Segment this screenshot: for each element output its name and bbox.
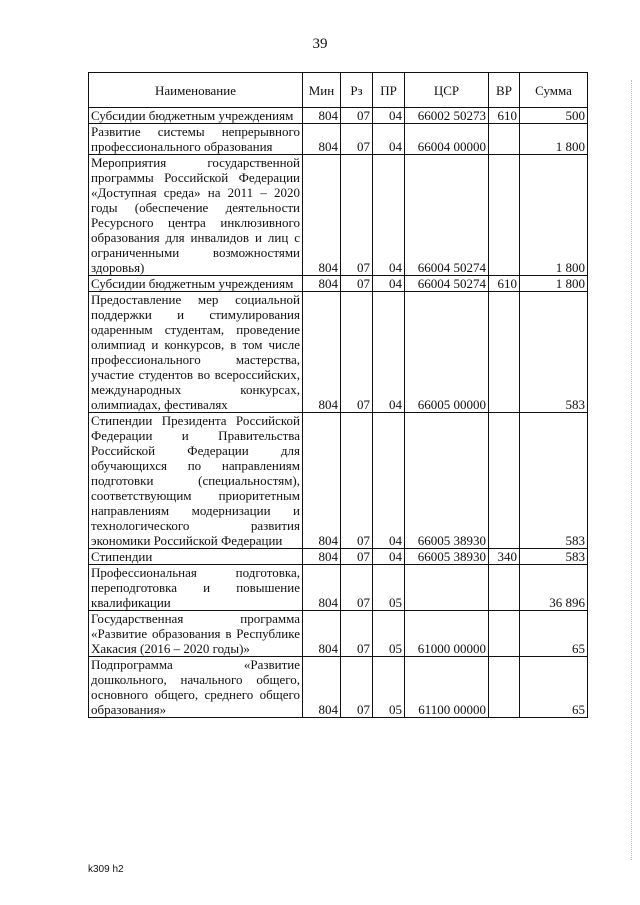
- row-rz: 07: [341, 108, 373, 124]
- row-csr: 66004 50274: [405, 276, 489, 292]
- row-pr: 04: [373, 108, 405, 124]
- row-min: 804: [303, 611, 341, 657]
- row-pr: 04: [373, 276, 405, 292]
- header-csr: ЦСР: [405, 73, 489, 108]
- row-csr: 61000 00000: [405, 611, 489, 657]
- table-row: [89, 657, 588, 718]
- row-rz: 07: [341, 549, 373, 565]
- row-rz: 07: [341, 611, 373, 657]
- table-row: [89, 413, 588, 549]
- row-vr: [489, 657, 520, 718]
- page-number: 39: [312, 36, 328, 52]
- row-min: 804: [303, 549, 341, 565]
- row-csr: [405, 565, 489, 611]
- row-sum: 36 896: [520, 565, 588, 611]
- row-min: 804: [303, 565, 341, 611]
- row-csr: 66004 00000: [405, 124, 489, 155]
- table-row: [89, 549, 588, 565]
- row-sum: 65: [520, 611, 588, 657]
- table-row: [89, 108, 588, 124]
- table-row: [89, 155, 588, 276]
- document-footer-code: k309 h2: [88, 864, 124, 875]
- row-vr: [489, 124, 520, 155]
- row-vr: [489, 611, 520, 657]
- row-sum: 65: [520, 657, 588, 718]
- row-name: Стипендии: [89, 549, 303, 565]
- table-row: [89, 292, 588, 413]
- row-csr: 66005 00000: [405, 292, 489, 413]
- row-vr: 610: [489, 108, 520, 124]
- row-csr: 66005 38930: [405, 549, 489, 565]
- row-vr: 610: [489, 276, 520, 292]
- row-name: Стипендии Президента Российской Федерации и Правительства Российской Федерации для обучающихся по направлениям подготовки (специальностям), соответствующим приоритетным направлениям модернизации и технологического развития экономики Российской Федерации: [89, 413, 303, 549]
- row-min: 804: [303, 108, 341, 124]
- row-pr: 05: [373, 565, 405, 611]
- row-csr: 66002 50273: [405, 108, 489, 124]
- row-min: 804: [303, 413, 341, 549]
- row-name: Субсидии бюджетным учреждениям: [89, 108, 303, 124]
- row-name: Профессиональная подготовка, переподготовка и повышение квалификации: [89, 565, 303, 611]
- row-rz: 07: [341, 657, 373, 718]
- header-vr: ВР: [489, 73, 520, 108]
- row-vr: [489, 292, 520, 413]
- row-name: Мероприятия государственной программы Российской Федерации «Доступная среда» на 2011 – 2020 годы (обеспечение деятельности Ресурсного центра инклюзивного образования для инвалидов и лиц с ограниченными возможностями здоровья): [89, 155, 303, 276]
- table-row: [89, 124, 588, 155]
- row-pr: 05: [373, 657, 405, 718]
- row-vr: [489, 565, 520, 611]
- row-sum: 500: [520, 108, 588, 124]
- row-rz: 07: [341, 413, 373, 549]
- row-vr: [489, 155, 520, 276]
- table-header-row: [89, 73, 588, 108]
- row-min: 804: [303, 124, 341, 155]
- table-row: [89, 611, 588, 657]
- header-name: Наименование: [89, 73, 303, 108]
- row-min: 804: [303, 292, 341, 413]
- table-row: [89, 565, 588, 611]
- row-pr: 04: [373, 292, 405, 413]
- row-min: 804: [303, 276, 341, 292]
- table-body: [89, 108, 588, 718]
- row-name: Развитие системы непрерывного профессионального образования: [89, 124, 303, 155]
- row-name: Государственная программа «Развитие образования в Республике Хакасия (2016 – 2020 годы)»: [89, 611, 303, 657]
- row-pr: 04: [373, 413, 405, 549]
- row-sum: 583: [520, 549, 588, 565]
- header-rz: Рз: [341, 73, 373, 108]
- row-rz: 07: [341, 124, 373, 155]
- header-pr: ПР: [373, 73, 405, 108]
- budget-table: [88, 72, 588, 718]
- row-vr: [489, 413, 520, 549]
- row-csr: 66005 38930: [405, 413, 489, 549]
- table-row: [89, 276, 588, 292]
- row-csr: 66004 50274: [405, 155, 489, 276]
- row-rz: 07: [341, 292, 373, 413]
- row-rz: 07: [341, 155, 373, 276]
- row-pr: 05: [373, 611, 405, 657]
- row-name: Подпрограмма «Развитие дошкольного, начального общего, основного общего, среднего общего образования»: [89, 657, 303, 718]
- row-rz: 07: [341, 276, 373, 292]
- row-sum: 1 800: [520, 124, 588, 155]
- header-sum: Сумма: [520, 73, 588, 108]
- row-pr: 04: [373, 155, 405, 276]
- row-min: 804: [303, 657, 341, 718]
- row-vr: 340: [489, 549, 520, 565]
- header-min: Мин: [303, 73, 341, 108]
- row-min: 804: [303, 155, 341, 276]
- row-sum: 583: [520, 413, 588, 549]
- row-sum: 583: [520, 292, 588, 413]
- row-sum: 1 800: [520, 155, 588, 276]
- row-rz: 07: [341, 565, 373, 611]
- scan-margin-marks: [627, 80, 632, 860]
- row-pr: 04: [373, 124, 405, 155]
- row-sum: 1 800: [520, 276, 588, 292]
- row-name: Предоставление мер социальной поддержки и стимулирования одаренным студентам, проведение олимпиад и конкурсов, в том числе профессионального мастерства, участие студентов во всероссийских, международных конкурсах, олимпиадах, фестивалях: [89, 292, 303, 413]
- row-name: Субсидии бюджетным учреждениям: [89, 276, 303, 292]
- row-pr: 04: [373, 549, 405, 565]
- row-csr: 61100 00000: [405, 657, 489, 718]
